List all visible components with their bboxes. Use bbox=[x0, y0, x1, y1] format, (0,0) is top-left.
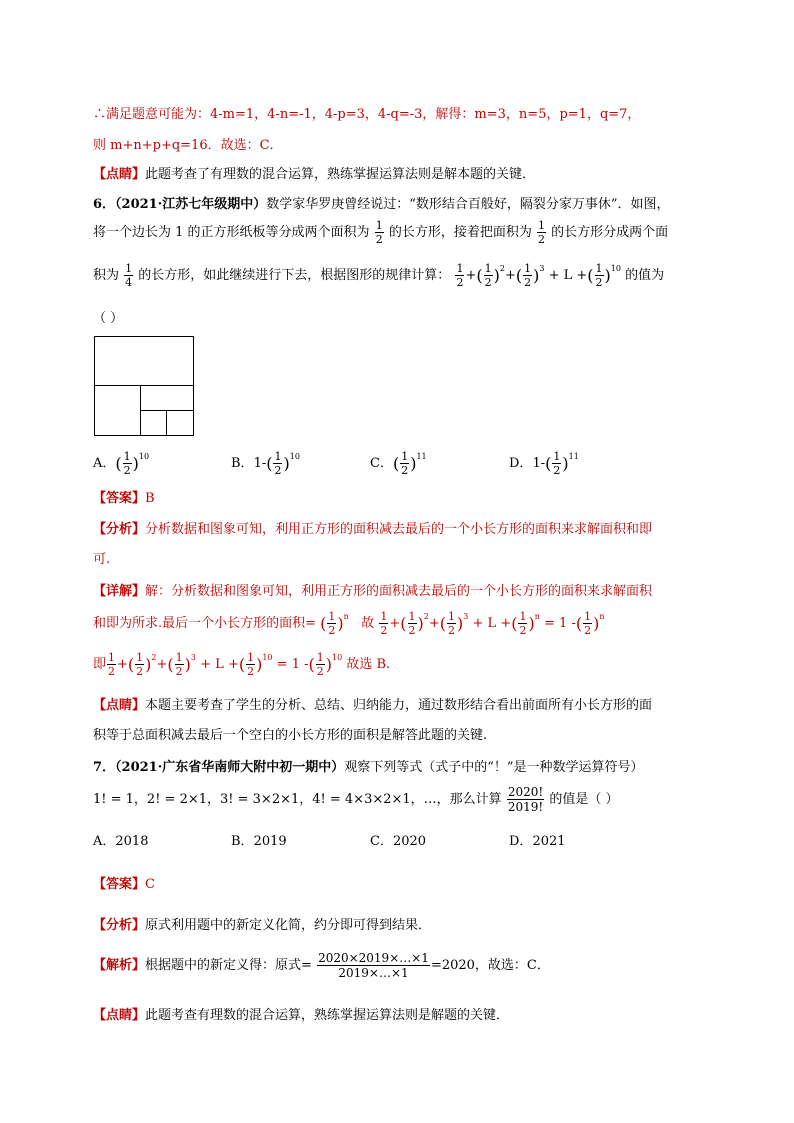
q7-option-a[interactable]: A．2018 bbox=[93, 834, 149, 849]
q7-answer: 【答案】C bbox=[93, 877, 155, 892]
fraction-half: $\frac{1}{2}$ bbox=[375, 219, 383, 246]
divider-sixteenth bbox=[166, 410, 167, 436]
q6-detail-2: 和即为所求.最后一个小长方形的面积= ( $\frac{1}{2}$ )$^n$ 故 $\frac{1}{2}$ +( $\frac{1}{2}$ )$^2$+( $\frac{1}{2}$ )$^3$ + L +( $\frac{1}{2}$ )$^n$ = 1 -( $\frac{1}{2}$ )$^n$ bbox=[93, 610, 605, 637]
q6-series-expression: $\frac{1}{2}$ +( $\frac{1}{2}$ )$^2$+( $\frac{1}{2}$ )$^3$ + L +( $\frac{1}{2}$ )$^{10}$ bbox=[456, 262, 621, 289]
q7-number: 7． bbox=[93, 760, 116, 775]
q6-analysis-2: 可. bbox=[93, 552, 111, 567]
fraction-half: $\frac{1}{2}$ bbox=[537, 219, 545, 246]
q7-option-d[interactable]: D．2021 bbox=[509, 834, 566, 849]
q7-line1 bbox=[93, 756, 644, 775]
q6-option-b[interactable]: B．1-( $\frac{1}{2}$ )$^{10}$ bbox=[231, 450, 300, 477]
q6-comment: 【点睛】本题主要考查了学生的分析、总结、归纳能力，通过数形结合看出前面所有小长方形的面 bbox=[93, 698, 653, 713]
q6-answer: 【答案】B bbox=[93, 491, 155, 506]
q6-number: 6． bbox=[93, 197, 116, 212]
subdivided-square-figure bbox=[94, 336, 194, 436]
q6-text3b: 的长方形，如此继续进行下去，根据图形的规律计算： bbox=[138, 268, 451, 283]
jiexi-fraction: $\frac{2020\times 2019\times\dots\times 1}{2019\times\dots\times 1}$ bbox=[318, 951, 429, 980]
comment-text: 此题考查了有理数的混合运算，熟练掌握运算法则是解本题的关键． bbox=[145, 167, 536, 182]
q7-comment: 【点睛】此题考查有理数的混合运算，熟练掌握运算法则是解题的关键． bbox=[93, 1008, 510, 1023]
q7-jiexi: 【解析】根据题中的新定义得：原式= $\frac{2020\times 2019\times\dots\times 1}{2019\times\dots\times 1}$ =2020，故选：C． bbox=[93, 951, 550, 980]
prev-solution-line2: 则 m+n+p+q=16．故选：C． bbox=[93, 138, 283, 153]
q6-text3c: 的值为 bbox=[625, 268, 665, 283]
q6-text2a: 将一个边长为 1 的正方形纸板等分成两个面积为 bbox=[93, 225, 370, 240]
q7-line2: 1! = 1，2! = 2×1，3! = 3×2×1，4! = 4×3×2×1，…，那么计算 $\frac{2020!}{2019!}$ 的值是（ ） bbox=[93, 785, 619, 814]
q7-option-b[interactable]: B．2019 bbox=[231, 834, 287, 849]
square-outline bbox=[94, 336, 194, 436]
q7-text1: 观察下列等式（式子中的“！”是一种数学运算符号） bbox=[344, 760, 644, 775]
q7-source: （2021·广东省华南师大附中初一期中） bbox=[115, 760, 345, 775]
q6-option-c[interactable]: C．( $\frac{1}{2}$ )$^{11}$ bbox=[370, 450, 427, 477]
q6-text3a: 积为 bbox=[93, 268, 120, 283]
q6-detail-3: 即 $\frac{1}{2}$ +( $\frac{1}{2}$ )$^2$+( $\frac{1}{2}$ )$^3$ + L +( $\frac{1}{2}$ )$^{10}$ = 1 -( $\frac{1}{2}$ )$^{10}$ 故选 B. bbox=[93, 651, 391, 678]
divider-half bbox=[94, 385, 194, 386]
q6-line1 bbox=[93, 193, 670, 212]
q6-line2 bbox=[93, 220, 668, 245]
q6-blank: （ ） bbox=[93, 311, 124, 326]
q6-option-a[interactable]: A．( $\frac{1}{2}$ )$^{10}$ bbox=[93, 450, 150, 477]
q6-option-d[interactable]: D．1-( $\frac{1}{2}$ )$^{11}$ bbox=[509, 450, 579, 477]
fraction-quarter: $\frac{1}{4}$ bbox=[125, 262, 133, 289]
q6-text2b: 的长方形，接着把面积为 bbox=[388, 225, 532, 240]
prev-solution-line1: ∴满足题意可能为：4-m=1，4-n=-1，4-p=3，4-q=-3，解得：m=3，n=5，p=1，q=7， bbox=[93, 107, 641, 122]
divider-eighth bbox=[140, 410, 194, 411]
q6-text1: 数学家华罗庚曾经说过：“数形结合百般好，隔裂分家万事休”．如图， bbox=[266, 197, 670, 212]
q6-detail: 【详解】解：分析数据和图象可知，利用正方形的面积减去最后的一个小长方形的面积来求解面积 bbox=[93, 584, 653, 599]
q7-analysis: 【分析】原式利用题中的新定义化简，约分即可得到结果． bbox=[93, 918, 432, 933]
q6-text2c: 的长方形分成两个面 bbox=[551, 225, 669, 240]
q6-analysis: 【分析】分析数据和图象可知，利用正方形的面积减去最后的一个小长方形的面积来求解面积和即 bbox=[93, 522, 653, 537]
q7-option-c[interactable]: C．2020 bbox=[370, 834, 427, 849]
q6-line3 bbox=[93, 263, 664, 288]
factorial-fraction: $\frac{2020!}{2019!}$ bbox=[507, 785, 544, 814]
prev-comment bbox=[93, 163, 535, 182]
comment-tag: 【点睛】 bbox=[93, 167, 146, 182]
q6-source: （2021·江苏七年级期中） bbox=[115, 197, 267, 212]
q6-comment-2: 积等于总面积减去最后一个空白的小长方形的面积是解答此题的关键. bbox=[93, 728, 488, 743]
